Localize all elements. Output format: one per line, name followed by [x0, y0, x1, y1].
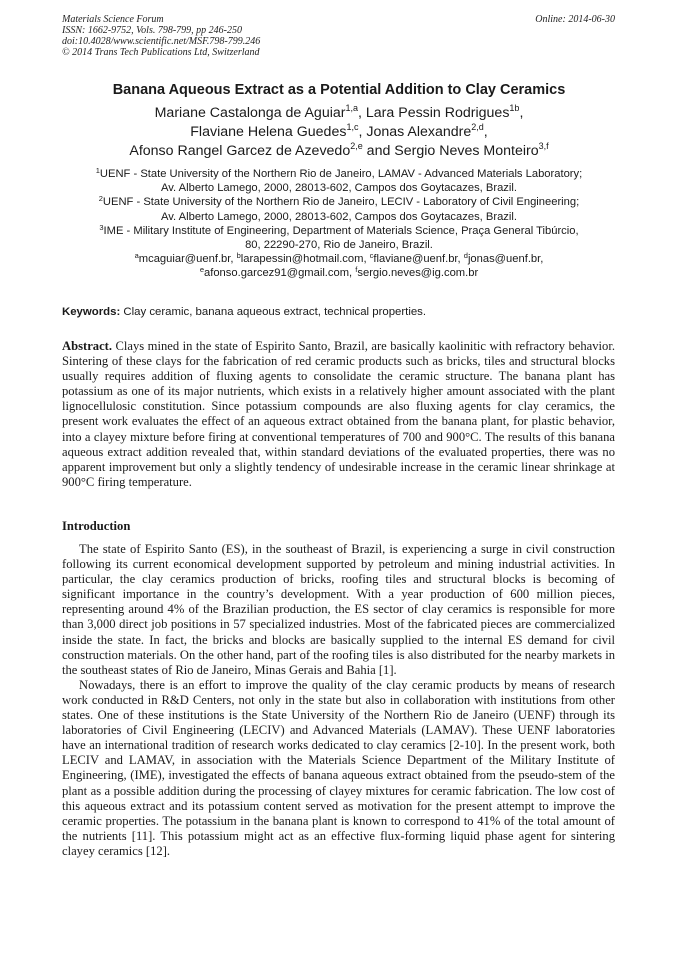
affiliation-1-line-1 — [0, 167, 678, 181]
author-list — [0, 104, 678, 161]
email-link[interactable]: larapessin@hotmail.com, — [240, 253, 370, 266]
author-separator: and — [362, 143, 395, 159]
author-separator: , — [358, 124, 367, 140]
author-separator: , — [358, 105, 366, 121]
author-superscript: 3,f — [538, 141, 549, 151]
affiliation-3-line-2: 80, 22290-270, Rio de Janeiro, Brazil. — [245, 239, 433, 252]
email-marker: f — [355, 265, 358, 275]
author-superscript: 2,d — [471, 122, 484, 132]
author-name: Sergio Neves Monteiro — [394, 143, 539, 159]
introduction-heading: Introduction — [62, 519, 131, 533]
affiliation-marker: 3 — [99, 222, 104, 232]
author-name: Lara Pessin Rodrigues — [365, 105, 510, 121]
email-line-2 — [0, 266, 678, 280]
author-line-2 — [0, 123, 678, 142]
keywords-text: Clay ceramic, banana aqueous extract, technical properties. — [120, 306, 427, 318]
email-link[interactable]: jonas@uenf.br, — [467, 253, 544, 266]
keywords-label: Keywords: — [62, 306, 121, 318]
author-superscript: 1,a — [345, 103, 358, 113]
author-superscript: 2,e — [350, 141, 363, 151]
author-line-1 — [0, 104, 678, 123]
author-name: Mariane Castalonga de Aguiar — [154, 105, 346, 121]
email-link[interactable]: sergio.neves@ig.com.br — [357, 267, 479, 280]
abstract-label: Abstract. — [62, 339, 113, 353]
affiliation-marker: 2 — [98, 194, 103, 204]
abstract-text: Clays mined in the state of Espirito Santo, Brazil, are basically kaolinitic with refractory behavior. Sintering of these clays for the fabrication of red ceramic products such as bricks, tiles and structural blocks usually requires addition of fluxing agents to consolidate the ceramic structure. The banana plant has potassium as one of its major nutrients, which exists in a relatively higher amount associated with the plant lignocellulosic constitution. Since potassium compounds are also fluxing agents for clay ceramics, the present work evaluates the effect of an aqueous extract obtained from the banana plant, for plastic behavior, into a clayey mixture before firing at conventional temperatures of 700 and 900°C. The results of this banana aqueous extract addition revealed that, within standard deviations of the evaluated properties, there was no apparent improvement but only a slightly tendency of undesirable increase in the ceramic linear shrinkage at 900°C firing temperature. — [62, 339, 615, 489]
email-marker: b — [236, 251, 241, 261]
email-marker: c — [369, 251, 374, 261]
introduction-paragraph-1: The state of Espirito Santo (ES), in the southeast of Brazil, is experiencing a surge in civil construction following its current economical development supported by petroleum and mining industrial activities. In particular, the clay ceramics production of bricks, roofing tiles and structural blocks is becoming of significant importance in the country’s development. With a year production of 600 million pieces, representing around 4% of the Brazilian production, the ES sector of clay ceramics is responsible for more than 3,000 direct job positions in 57 specialized industries. Most of the fabricated pieces are commercialized inside the state. In fact, the bricks and blocks are basically supplied to the internal ES demand for civil construction materials. On the other hand, part of the roofing tiles is also distributed for the nearby markets in the southeast states of Rio de Janeiro, Minas Gerais and Bahia [1]. — [62, 542, 615, 677]
affiliation-2-line-1 — [0, 195, 678, 209]
author-separator: , — [519, 105, 524, 121]
online-date: Online: 2014-06-30 — [535, 14, 615, 25]
email-link[interactable]: afonso.garcez91@gmail.com, — [204, 267, 356, 280]
email-marker: a — [134, 251, 139, 261]
introduction-paragraph-2: Nowadays, there is an effort to improve the quality of the clay ceramic products by means of research work conducted in R&D Centers, not only in the state but also in collaboration with institutions from other states. One of these institutions is the State University of the Northern Rio de Janeiro (UENF) through its laboratories of Civil Engineering (LECIV) and Advanced Materials (LAMAV). These UENF laboratories have an international tradition of research works dedicated to clay ceramics [2-10]. In the present work, both LECIV and LAMAV, in association with the Materials Science Department of the Military Institute of Engineering, (IME), investigated the effects of banana aqueous extract obtained from the pseudo-stem of the plant as a possible addition during the processing of clayey mixtures for ceramic fabrication. The low cost of this aqueous extract and its potassium content served as motivation for the present attempt to improve the ceramic properties. The potassium in the banana plant is known to correspond to 41% of the total amount of the nutrients [11]. This potassium might act as an effective flux-forming liquid phase agent for sintering clayey ceramics [12]. — [62, 677, 615, 858]
author-name: Flaviane Helena Guedes — [190, 124, 347, 140]
affiliation-marker: 1 — [95, 166, 100, 175]
introduction-body — [62, 542, 615, 859]
affiliation-1-line-2: Av. Alberto Lamego, 2000, 28013-602, Campos dos Goytacazes, Brazil. — [161, 182, 517, 195]
email-marker: e — [199, 265, 204, 275]
affiliation-text: UENF - State University of the Northern Rio de Janeiro, LAMAV - Advanced Materials Laboratory; — [99, 168, 583, 180]
affiliation-text: IME - Military Institute of Engineering, Department of Materials Science, Praça General Tibúrcio, — [103, 224, 579, 237]
journal-issn: ISSN: 1662-9752, Vols. 798-799, pp 246-250 — [62, 25, 242, 36]
journal-header — [62, 14, 260, 58]
affiliation-2-line-2: Av. Alberto Lamego, 2000, 28013-602, Campos dos Goytacazes, Brazil. — [161, 210, 517, 223]
abstract — [62, 339, 615, 490]
author-name: Jonas Alexandre — [366, 124, 472, 140]
author-separator: , — [483, 124, 488, 140]
keywords — [62, 305, 617, 319]
journal-name: Materials Science Forum — [62, 14, 164, 25]
affiliations — [0, 167, 678, 281]
email-link[interactable]: flaviane@uenf.br, — [373, 253, 464, 266]
affiliation-3-line-1 — [0, 224, 678, 238]
email-link[interactable]: mcaguiar@uenf.br, — [138, 253, 237, 266]
author-superscript: 1,c — [346, 122, 359, 132]
author-superscript: 1b — [509, 103, 520, 113]
author-name: Afonso Rangel Garcez de Azevedo — [129, 143, 351, 159]
email-marker: d — [463, 251, 468, 261]
paper-title: Banana Aqueous Extract as a Potential Addition to Clay Ceramics — [112, 82, 566, 98]
email-line-1 — [0, 252, 678, 266]
journal-doi: doi:10.4028/www.scientific.net/MSF.798-799.246 — [62, 36, 261, 47]
author-line-3 — [0, 142, 678, 161]
affiliation-text: UENF - State University of the Northern Rio de Janeiro, LECIV - Laboratory of Civil Engineering; — [102, 196, 580, 209]
journal-copyright: © 2014 Trans Tech Publications Ltd, Switzerland — [62, 47, 260, 58]
